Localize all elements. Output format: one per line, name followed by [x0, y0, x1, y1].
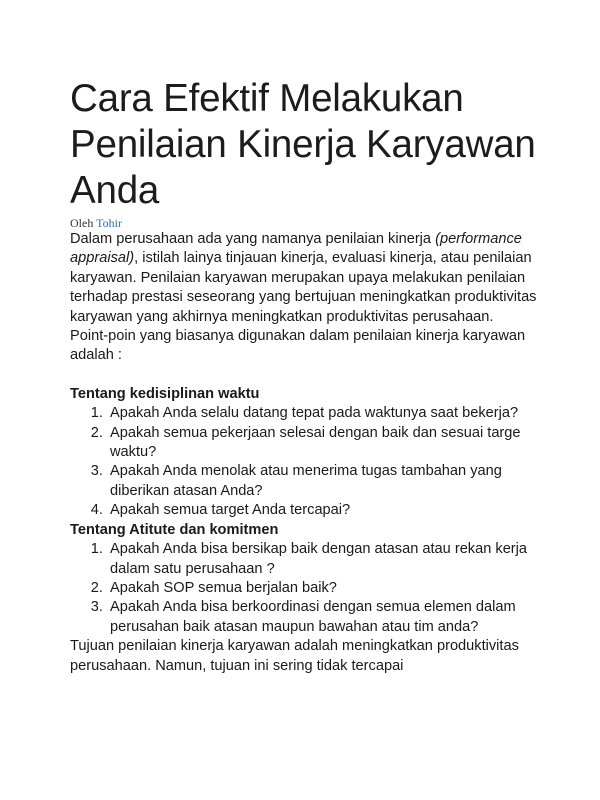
article	[70, 76, 540, 676]
byline	[70, 216, 540, 230]
section-heading-discipline: Tentang kedisiplinan waktu	[70, 385, 260, 402]
list-item: 3. Apakah Anda menolak atau menerima tugas tambahan yang diberikan atasan Anda?	[107, 462, 540, 501]
intro-paragraph	[70, 230, 540, 327]
intro-italic-term: (performance appraisal)	[70, 231, 522, 267]
intro-text-1: Dalam perusahaan ada yang namanya penilaian kinerja	[70, 231, 436, 247]
list-item: 1. Apakah Anda bisa bersikap baik dengan atasan atau rekan kerja dalam satu perusahaan ?	[107, 540, 540, 579]
closing-paragraph: Tujuan penilaian kinerja karyawan adalah meningkatkan produktivitas perusahaan. Namun, tujuan ini sering tidak tercapai	[70, 638, 519, 674]
list-item: 1. Apakah Anda selalu datang tepat pada waktunya saat bekerja?	[107, 404, 540, 423]
article-body	[70, 230, 540, 676]
section-heading-attitude: Tentang Atitute dan komitmen	[70, 521, 279, 538]
points-intro-paragraph: Point-poin yang biasanya digunakan dalam penilaian kinerja karyawan adalah :	[70, 328, 526, 364]
list-item: 2. Apakah SOP semua berjalan baik?	[107, 579, 540, 598]
list-item: 3. Apakah Anda bisa berkoordinasi dengan semua elemen dalam perusahan baik atasan maupun bawahan atau tim anda?	[107, 598, 540, 637]
attitude-list	[70, 540, 540, 637]
byline-prefix: Oleh	[70, 216, 94, 230]
blank-line	[70, 366, 540, 385]
discipline-list	[70, 404, 540, 520]
article-title: Cara Efektif Melakukan Penilaian Kinerja Karyawan Anda	[70, 77, 536, 212]
author-link[interactable]: Tohir	[96, 216, 122, 230]
list-item: 2. Apakah semua pekerjaan selesai dengan baik dan sesuai targe waktu?	[107, 424, 540, 463]
list-item: 4. Apakah semua target Anda tercapai?	[107, 501, 540, 520]
intro-text-2: , istilah lainya tinjauan kinerja, evaluasi kinerja, atau penilaian karyawan. Penilaian karyawan merupakan upaya melakukan penilaian terhadap prestasi seseorang yang bertujuan meningkatkan produktivitas karyawan yang akhirnya meningkatkan produktivitas perusahaan.	[70, 250, 537, 325]
